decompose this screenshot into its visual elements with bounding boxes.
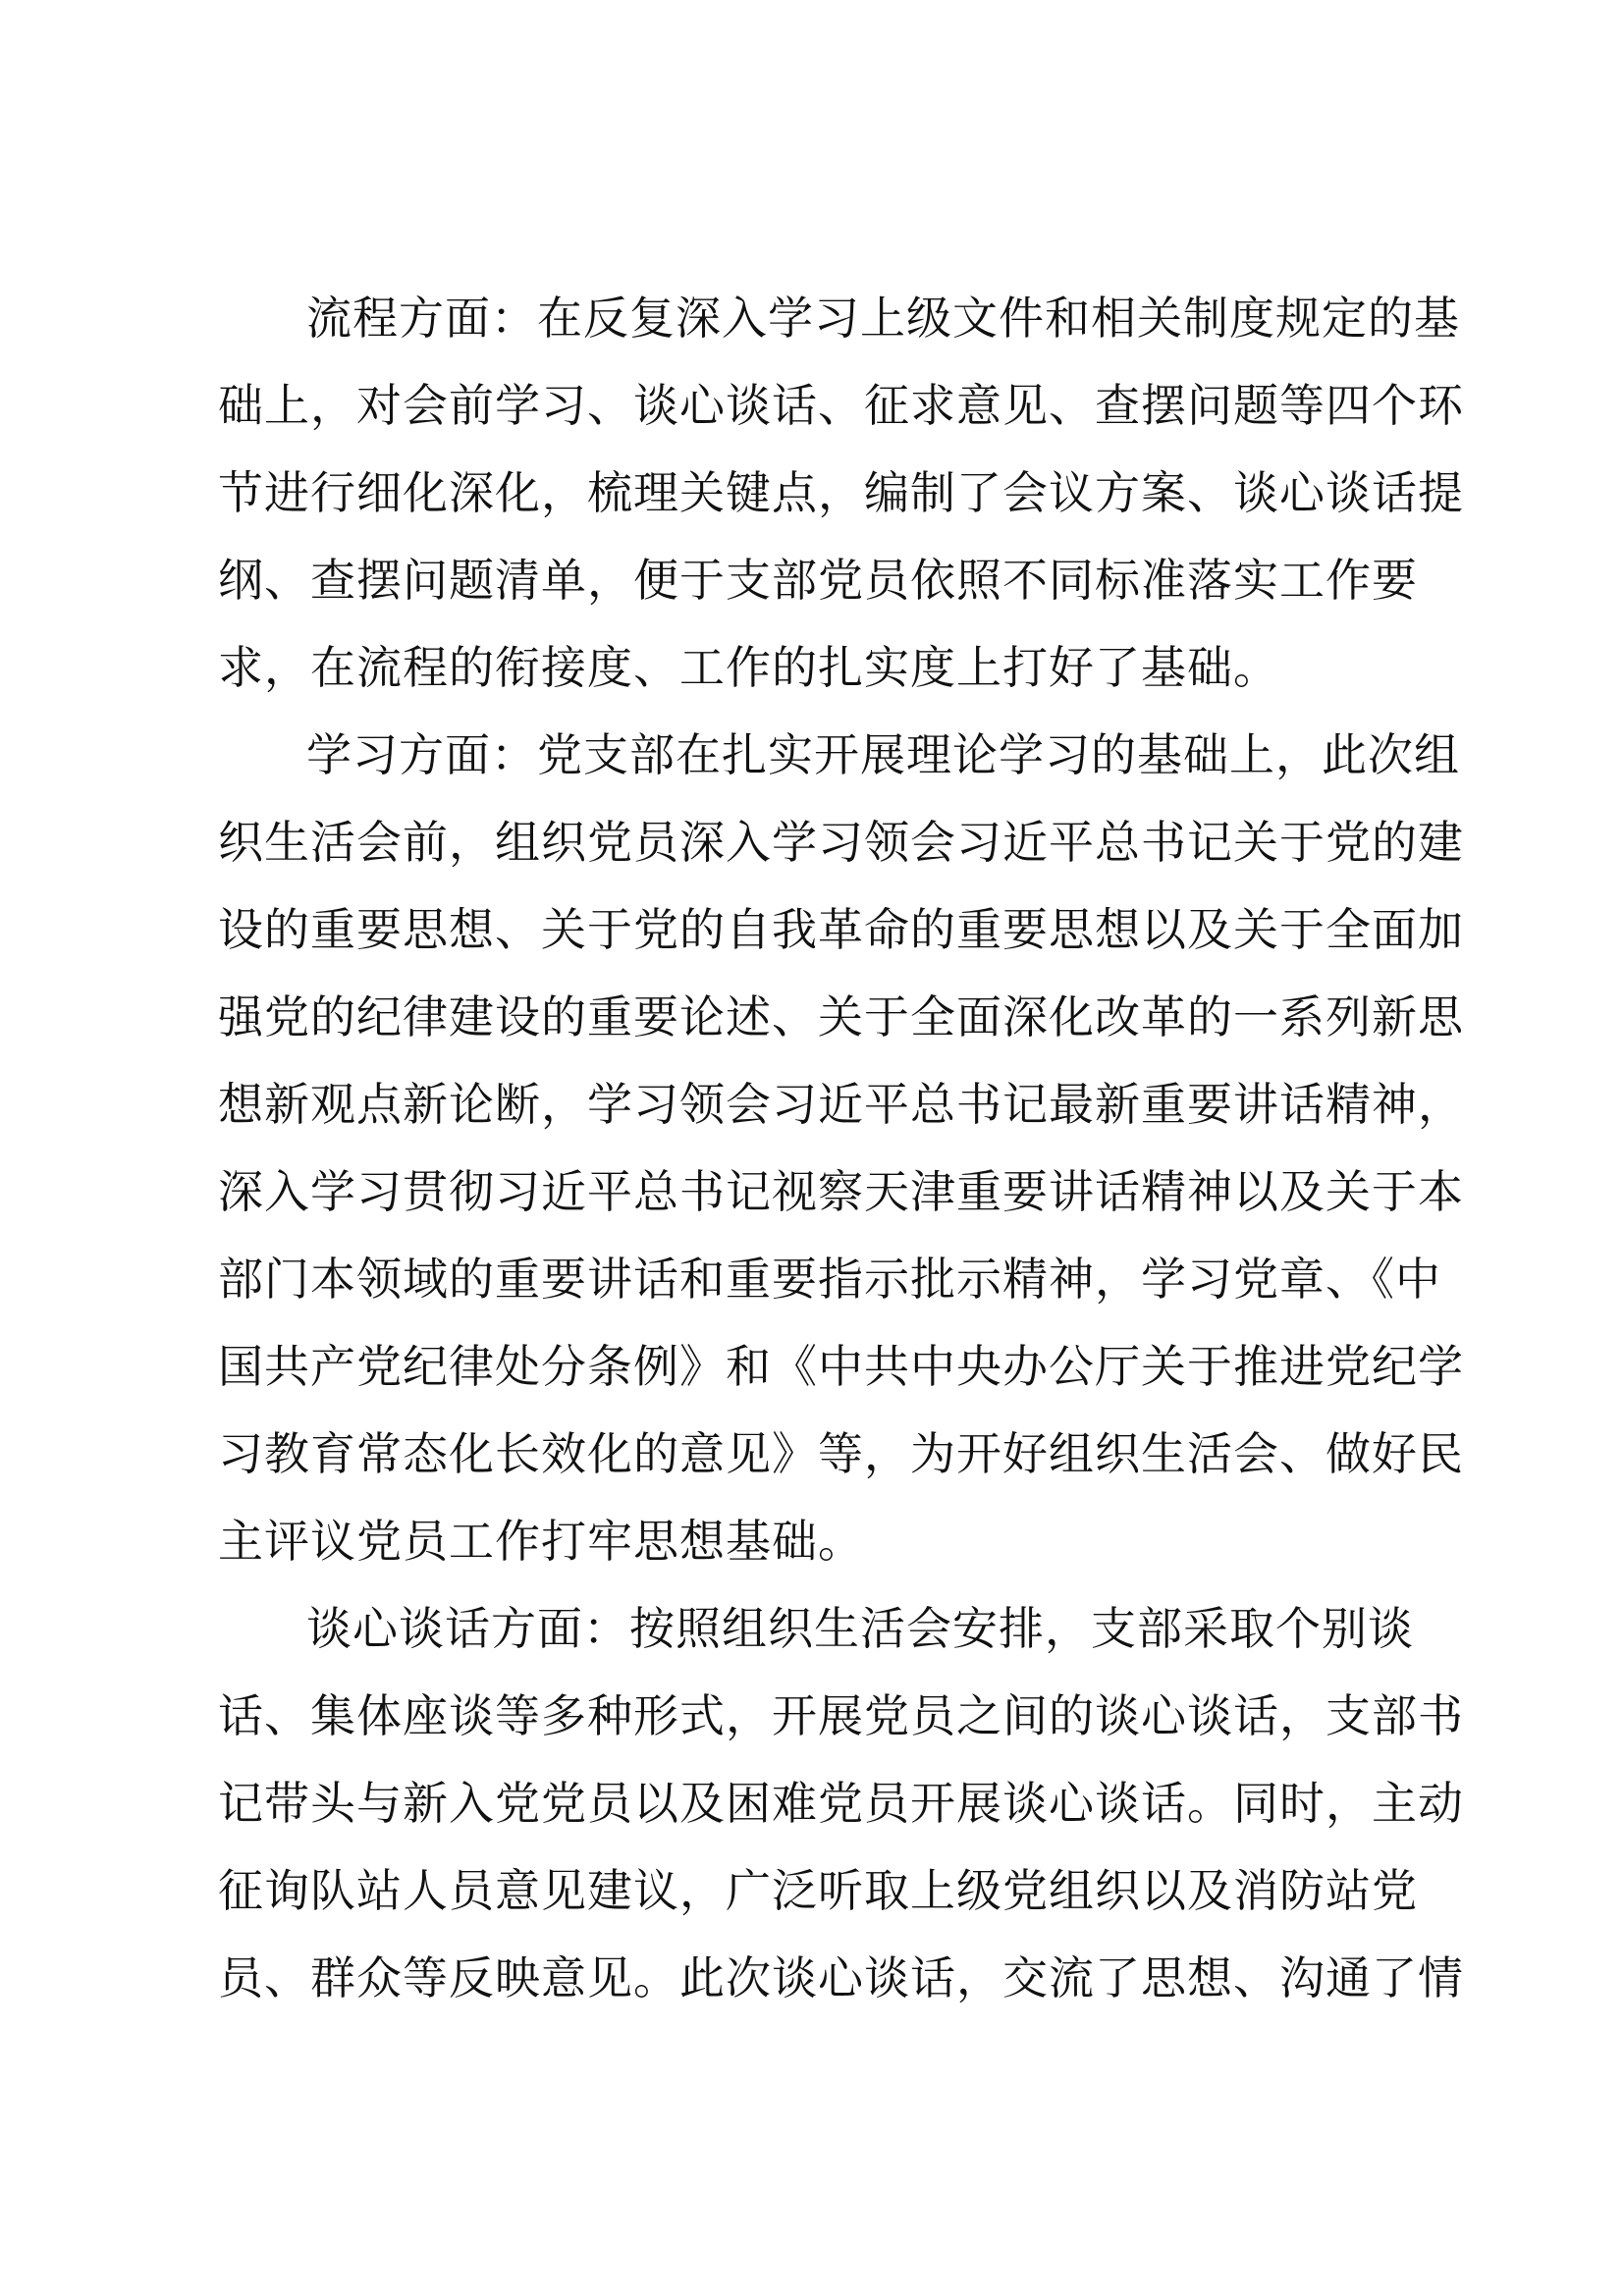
paragraph-line: 深入学习贯彻习近平总书记视察天津重要讲话精神以及关于本 (218, 1165, 1464, 1218)
document-body (218, 275, 1464, 2022)
paragraph-line: 织生活会前，组织党员深入学习领会习近平总书记关于党的建 (218, 816, 1464, 869)
paragraph-line: 主评议党员工作打牢思想基础。 (218, 1515, 864, 1568)
paragraph-line: 话、集体座谈等多种形式，开展党员之间的谈心谈话，支部书 (218, 1689, 1464, 1742)
paragraph-line: 设的重要思想、关于党的自我革命的重要思想以及关于全面加 (218, 903, 1464, 956)
paragraph-line: 国共产党纪律处分条例》和《中共中央办公厅关于推进党纪学 (218, 1340, 1464, 1393)
paragraph-line: 员、群众等反映意见。此次谈心谈话，交流了思想、沟通了情 (218, 1951, 1464, 2004)
paragraph-study (218, 712, 1464, 1585)
paragraph-line: 求，在流程的衔接度、工作的扎实度上打好了基础。 (218, 641, 1279, 694)
paragraph-line: 征询队站人员意见建议，广泛听取上级党组织以及消防站党 (218, 1864, 1418, 1917)
paragraph-line: 强党的纪律建设的重要论述、关于全面深化改革的一系列新思 (218, 990, 1464, 1043)
paragraph-line: 记带头与新入党党员以及困难党员开展谈心谈话。同时，主动 (218, 1777, 1464, 1830)
paragraph-line: 流程方面：在反复深入学习上级文件和相关制度规定的基 (306, 292, 1460, 345)
paragraph-process (218, 275, 1464, 712)
paragraph-line: 纲、查摆问题清单，便于支部党员依照不同标准落实工作要 (218, 554, 1418, 607)
paragraph-line: 节进行细化深化，梳理关键点，编制了会议方案、谈心谈话提 (218, 466, 1464, 519)
paragraph-line: 学习方面：党支部在扎实开展理论学习的基础上，此次组 (306, 728, 1460, 781)
paragraph-line: 础上，对会前学习、谈心谈话、征求意见、查摆问题等四个环 (218, 379, 1464, 432)
paragraph-line: 习教育常态化长效化的意见》等，为开好组织生活会、做好民 (218, 1427, 1464, 1480)
paragraph-line: 部门本领域的重要讲话和重要指示批示精神，学习党章、《中 (218, 1253, 1441, 1306)
paragraph-line: 谈心谈话方面：按照组织生活会安排，支部采取个别谈 (306, 1602, 1414, 1655)
paragraph-heart-to-heart-talks (218, 1585, 1464, 2022)
paragraph-line: 想新观点新论断，学习领会习近平总书记最新重要讲话精神， (218, 1078, 1464, 1131)
